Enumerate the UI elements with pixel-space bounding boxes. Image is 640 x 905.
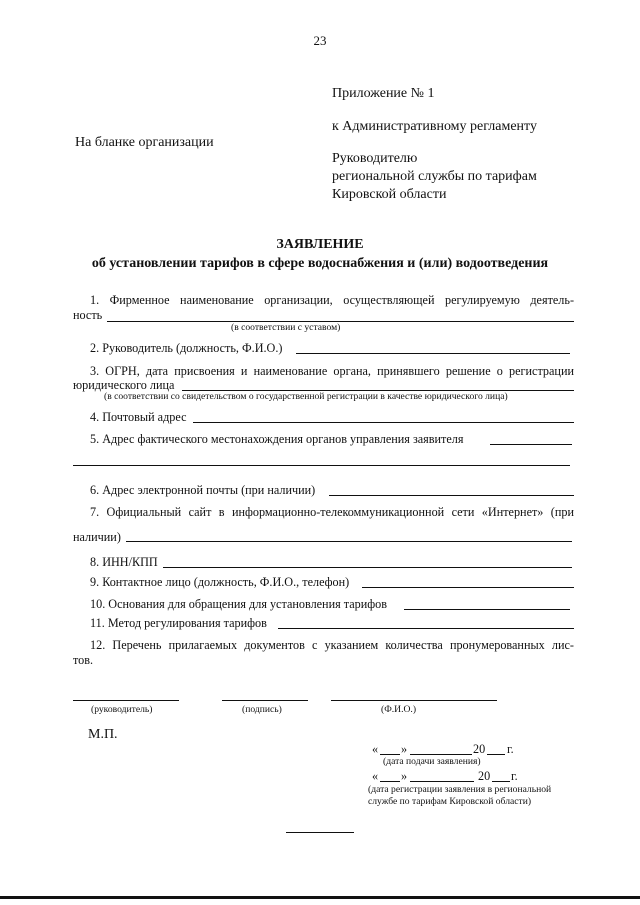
date-2-month-field[interactable] xyxy=(410,781,474,782)
date-2-close-quote: » xyxy=(401,769,408,783)
letterhead-note: На бланке организации xyxy=(75,135,214,150)
date-1-close-quote: » xyxy=(401,742,408,756)
item-12-text: 12. Перечень прилагаемых документов с указанием количества пронумерованных лис- xyxy=(90,638,574,652)
fio-field[interactable] xyxy=(331,700,497,701)
item-11-label: 11. Метод регулирования тарифов xyxy=(90,616,267,630)
addressee-line-3: Кировской области xyxy=(332,187,447,202)
date-2-note-line-1: (дата регистрации заявления в региональной xyxy=(368,784,552,795)
item-6-label: 6. Адрес электронной почты (при наличии) xyxy=(90,483,316,497)
fio-caption: (Ф.И.О.) xyxy=(381,704,417,715)
date-1-year-prefix: 20 xyxy=(473,742,486,756)
date-1-day-field[interactable] xyxy=(380,754,400,755)
date-1-month-field[interactable] xyxy=(410,754,472,755)
date-2-note-line-2: службе по тарифам Кировской области) xyxy=(368,796,532,807)
document-subtitle: об установлении тарифов в сфере водоснабжения и (или) водоотведения xyxy=(91,256,549,271)
item-11-field[interactable] xyxy=(278,628,574,629)
item-1-text: 1. Фирменное наименование организации, осуществляющей регулируемую деятель- xyxy=(90,293,574,307)
item-3-text: 3. ОГРН, дата присвоения и наименование органа, принявшего решение о регистрации xyxy=(90,364,574,378)
date-1-note: (дата подачи заявления) xyxy=(383,756,481,767)
item-1-note: (в соответствии с уставом) xyxy=(231,322,341,333)
item-5-label: 5. Адрес фактического местонахождения органов управления заявителя xyxy=(90,432,464,446)
item-1-field[interactable] xyxy=(107,321,574,322)
item-4-field[interactable] xyxy=(193,422,574,423)
item-8-label: 8. ИНН/КПП xyxy=(90,555,158,569)
date-2-year-prefix: 20 xyxy=(478,769,491,783)
head-signature-field[interactable] xyxy=(73,700,179,701)
item-5-field[interactable] xyxy=(490,444,572,445)
item-8-field[interactable] xyxy=(163,567,572,568)
item-9-label: 9. Контактное лицо (должность, Ф.И.О., телефон) xyxy=(90,575,350,589)
item-5-field-cont[interactable] xyxy=(73,465,570,466)
date-2-day-field[interactable] xyxy=(380,781,400,782)
date-1-year-suffix: г. xyxy=(507,742,514,756)
addressee-line-2: региональной службы по тарифам xyxy=(332,169,537,184)
date-2-year-suffix: г. xyxy=(511,769,518,783)
item-2-label: 2. Руководитель (должность, Ф.И.О.) xyxy=(90,341,283,355)
closing-separator xyxy=(286,832,354,833)
item-10-label: 10. Основания для обращения для установления тарифов xyxy=(90,597,387,611)
item-1-text-cont: ность xyxy=(73,308,103,322)
page-bottom-rule xyxy=(0,896,640,899)
page-number: 23 xyxy=(313,33,327,48)
addressee-line-1: Руководителю xyxy=(332,151,418,166)
document-title: ЗАЯВЛЕНИЕ xyxy=(276,237,364,252)
item-2-field[interactable] xyxy=(296,353,570,354)
signature-caption: (подпись) xyxy=(242,704,282,715)
item-9-field[interactable] xyxy=(362,587,574,588)
signature-field[interactable] xyxy=(222,700,308,701)
item-3-text-cont: юридического лица xyxy=(73,378,175,392)
head-signature-caption: (руководитель) xyxy=(91,704,153,715)
item-4-label: 4. Почтовый адрес xyxy=(90,410,187,424)
item-3-note: (в соответствии со свидетельством о государственной регистрации в качестве юридического лица) xyxy=(104,391,508,402)
date-2-open-quote: « xyxy=(372,769,379,783)
stamp-placeholder: М.П. xyxy=(88,727,118,742)
date-1-year-field[interactable] xyxy=(487,754,505,755)
item-7-field[interactable] xyxy=(126,541,572,542)
item-10-field[interactable] xyxy=(404,609,570,610)
item-6-field[interactable] xyxy=(329,495,574,496)
item-7-text: 7. Официальный сайт в информационно-телекоммуникационной сети «Интернет» (при xyxy=(90,505,574,519)
date-1-open-quote: « xyxy=(372,742,379,756)
item-7-text-cont: наличии) xyxy=(73,530,121,544)
item-12-text-cont: тов. xyxy=(73,653,94,667)
regulation-label: к Административному регламенту xyxy=(332,119,537,134)
date-2-year-field[interactable] xyxy=(492,781,510,782)
appendix-label: Приложение № 1 xyxy=(332,86,435,101)
